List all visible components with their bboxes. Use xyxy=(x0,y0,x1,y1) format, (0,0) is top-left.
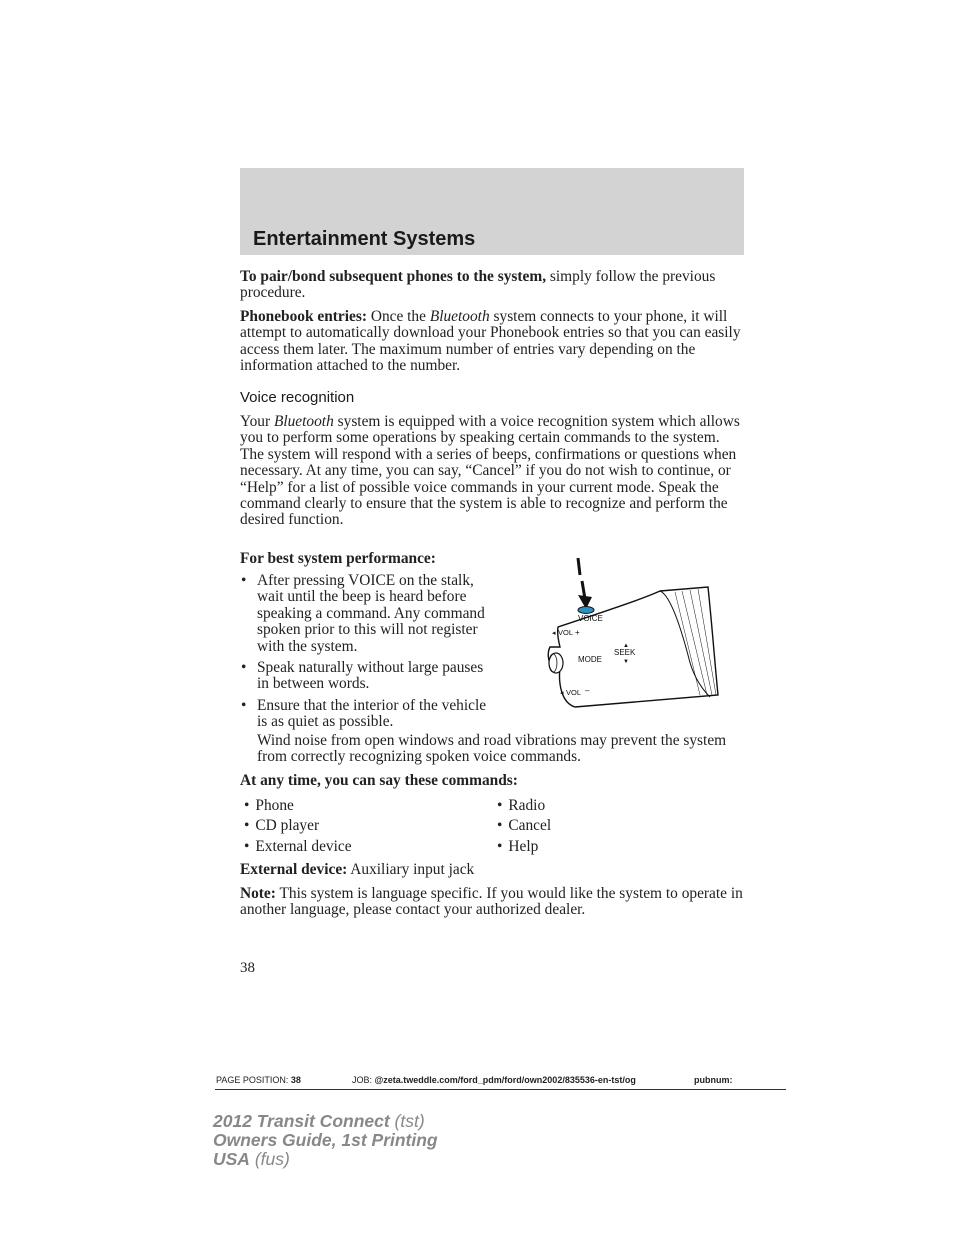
left-arrow-icon: ◂ xyxy=(552,630,556,637)
command-text: Phone xyxy=(255,797,294,814)
page-number: 38 xyxy=(240,960,255,976)
external-bold: External device: xyxy=(240,861,348,878)
model-line-1 xyxy=(213,1112,425,1131)
model-code: (tst) xyxy=(389,1111,425,1131)
bullet-dot: • xyxy=(244,797,250,814)
bullet-text: After pressing VOICE on the stalk, wait until the beep is heard before speaking a command. Any command spoken prior to this will not register with the system. xyxy=(257,572,485,655)
command-text: External device xyxy=(255,838,352,855)
phonebook-italic: Bluetooth xyxy=(429,308,490,325)
bullet-dot: • xyxy=(241,572,247,589)
market: USA xyxy=(213,1149,250,1169)
job-value: @zeta.tweddle.com/ford_pdm/ford/own2002/835536-en-tst/og xyxy=(374,1075,636,1085)
command-item xyxy=(497,798,545,814)
position-value: 38 xyxy=(290,1075,301,1085)
voice-paragraph xyxy=(240,414,746,529)
plus-icon: + xyxy=(575,628,580,637)
left-arrow-icon: ◂ xyxy=(560,690,564,697)
voice-label: VOICE xyxy=(578,614,603,623)
command-item xyxy=(244,818,319,834)
model-name: 2012 Transit Connect xyxy=(213,1111,390,1131)
bullet-continuation: Wind noise from open windows and road vibrations may prevent the system from correctly recognizing spoken voice commands. xyxy=(257,732,727,766)
note-paragraph xyxy=(240,886,746,919)
bullet-text: Ensure that the interior of the vehicle is as quiet as possible. xyxy=(257,696,487,731)
bullet-dot: • xyxy=(497,817,503,834)
voice-recognition-heading: Voice recognition xyxy=(240,389,355,406)
performance-bullet-list xyxy=(240,573,498,736)
voice-italic: Bluetooth xyxy=(273,413,334,430)
phonebook-text1: Once the xyxy=(366,308,430,325)
note-bold: Note: xyxy=(240,885,276,902)
footer-rule xyxy=(215,1089,786,1090)
voice-text1: Your xyxy=(240,413,274,430)
best-heading-text: For best system performance: xyxy=(240,550,436,567)
mode-knob-icon xyxy=(549,653,563,673)
job-label: JOB: xyxy=(352,1075,375,1085)
bullet-dot: • xyxy=(241,659,247,677)
pair-text: simply follow the previous procedure. xyxy=(240,268,716,302)
note-text: This system is language specific. If you would like the system to operate in another language, please contact your authorized dealer. xyxy=(240,885,743,919)
bullet-dot: • xyxy=(244,838,250,855)
pair-bold: To pair/bond subsequent phones to the system, xyxy=(240,268,547,285)
footer-page-position xyxy=(216,1075,301,1085)
command-text: CD player xyxy=(255,817,320,834)
voice-text2: system is equipped with a voice recognition system which allows you to perform some operations by speaking certain commands to the system. The system will respond with a series of beeps, confirmations or questions when necessary. At any time, you can say, “Cancel” if you do not wish to continue, or “Help” for a list of possible voice commands in your current mode. Speak the command clearly to ensure that the system is able to recognize and perform the desired function. xyxy=(240,413,740,529)
market-code: (fus) xyxy=(249,1149,290,1169)
seek-up-icon: ▲ xyxy=(623,643,629,649)
footer-pubnum xyxy=(694,1075,733,1085)
pair-paragraph xyxy=(240,269,746,302)
command-text: Radio xyxy=(508,797,546,814)
list-item xyxy=(240,660,498,693)
pubnum-label: pubnum: xyxy=(694,1075,733,1085)
footer-job xyxy=(352,1075,636,1085)
external-device-paragraph xyxy=(240,862,746,878)
section-title: Entertainment Systems xyxy=(253,228,476,250)
vol-down-label: VOL xyxy=(566,688,582,697)
phonebook-text2: system connects to your phone, it will attempt to automatically download your Phonebook entries so that you can easily access them later. The maximum number of entries vary depending on the information attached to the number. xyxy=(240,308,741,375)
seek-label: SEEK xyxy=(614,648,636,657)
guide-edition: Owners Guide, 1st Printing xyxy=(213,1130,438,1150)
command-item xyxy=(497,839,538,855)
model-line-2 xyxy=(213,1131,438,1150)
phonebook-bold: Phonebook entries: xyxy=(240,308,367,325)
bullet-dot: • xyxy=(244,817,250,834)
command-item xyxy=(244,798,294,814)
bullet-dot: • xyxy=(241,696,247,714)
command-item xyxy=(497,818,551,834)
command-text: Cancel xyxy=(508,817,552,834)
commands-heading xyxy=(240,773,746,789)
seek-down-icon: ▼ xyxy=(623,659,629,665)
minus-icon: – xyxy=(585,686,590,695)
command-text: Help xyxy=(508,838,539,855)
bullet-dot: • xyxy=(497,797,503,814)
voice-pointer-mark xyxy=(578,558,580,575)
commands-heading-text: At any time, you can say these commands: xyxy=(240,772,518,789)
command-item xyxy=(244,839,352,855)
position-label: PAGE POSITION: xyxy=(216,1075,291,1085)
bullet-dot: • xyxy=(497,838,503,855)
voice-button-icon xyxy=(578,607,594,614)
model-line-3 xyxy=(213,1150,290,1169)
vol-up-label: VOL xyxy=(558,628,574,637)
phonebook-paragraph xyxy=(240,309,746,375)
list-item xyxy=(240,573,498,655)
bullet-text: Speak naturally without large pauses in between words. xyxy=(257,659,484,693)
mode-label: MODE xyxy=(578,655,602,664)
voice-stalk-illustration xyxy=(540,555,730,715)
list-item xyxy=(240,698,498,731)
external-text: Auxiliary input jack xyxy=(347,861,475,878)
